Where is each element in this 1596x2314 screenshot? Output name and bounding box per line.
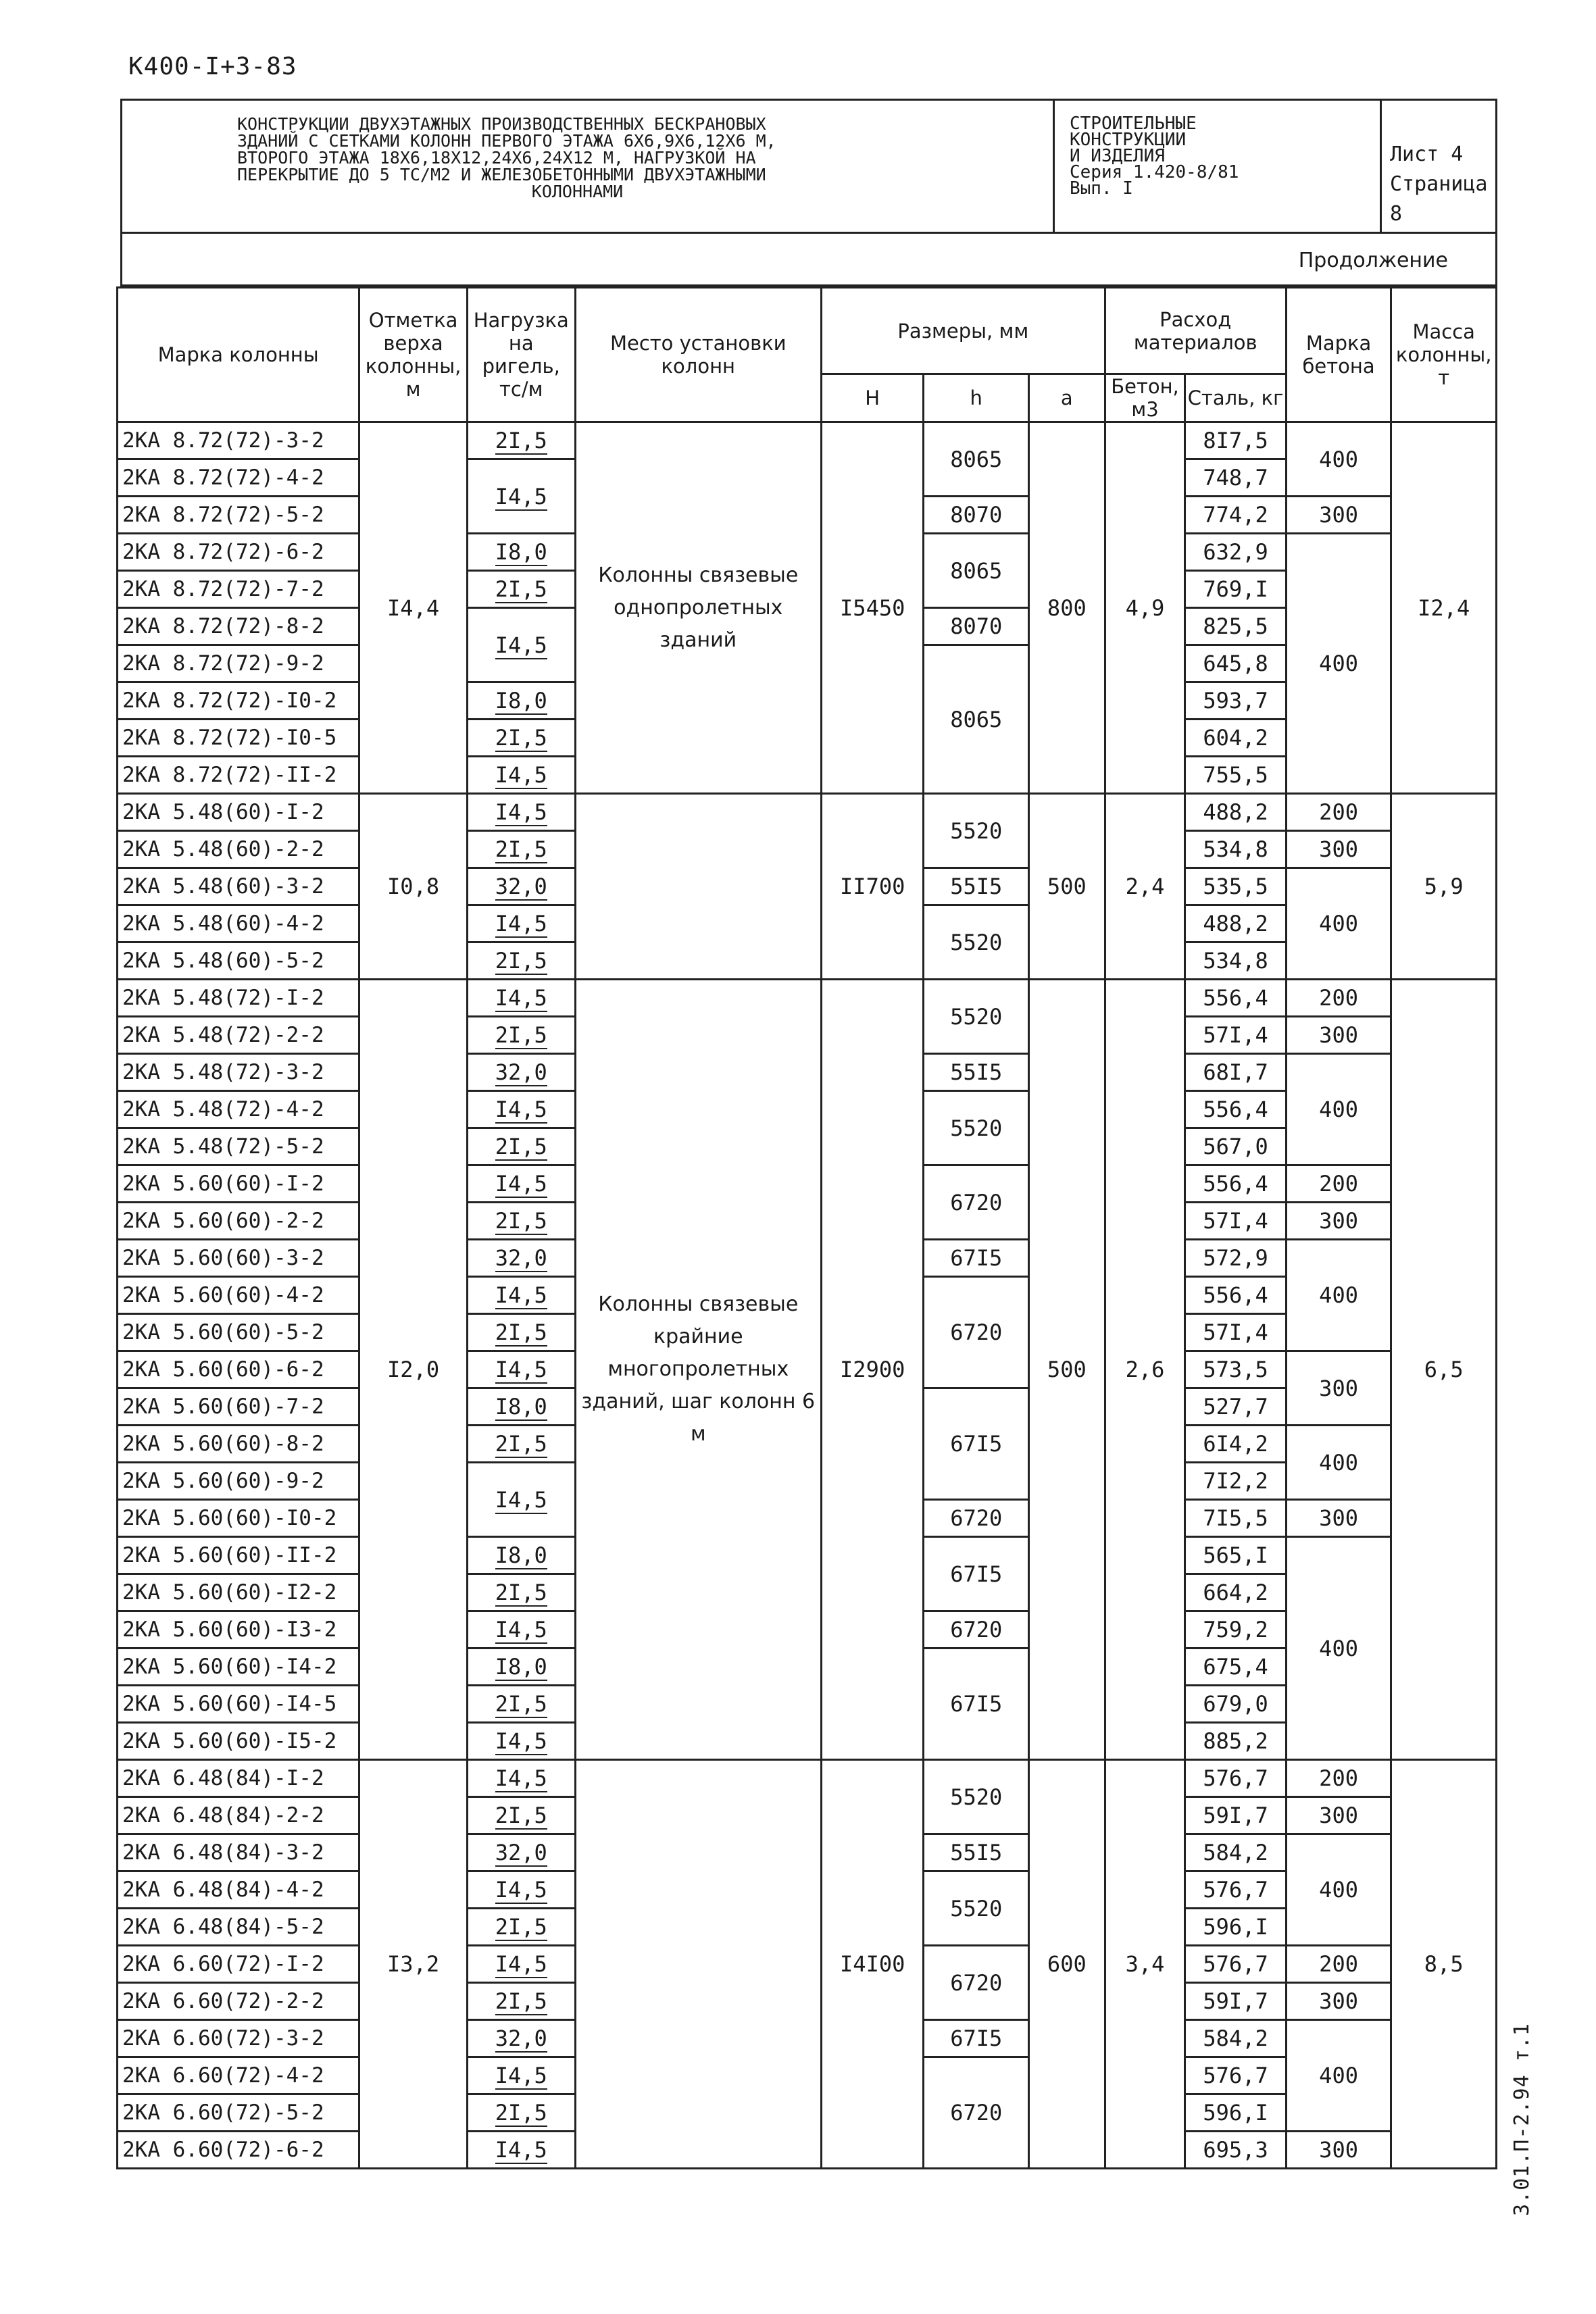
column-load [467,1871,575,1909]
column-mark: 2КА 5.48(72)-4-2 [118,1091,359,1128]
column-concrete: 2,6 [1105,980,1185,1760]
column-h: 67I5 [924,1649,1029,1760]
load-value: I8,0 [495,1654,547,1680]
load-value: 32,0 [495,2026,547,2051]
column-h: 67I5 [924,1240,1029,1277]
load-value: 2I,5 [495,1319,547,1345]
column-load [467,1165,575,1203]
column-h: 8070 [924,497,1029,534]
column-load [467,794,575,831]
column-mark: 2КА 5.60(60)-I5-2 [118,1723,359,1760]
column-concrete: 2,4 [1105,794,1185,980]
column-steel: 534,8 [1185,942,1286,980]
load-value: I8,0 [495,688,547,713]
column-mark: 2КА 6.48(84)-2-2 [118,1797,359,1834]
column-h: 5520 [924,1760,1029,1834]
column-grade: 400 [1286,422,1391,497]
column-mark: 2КА 5.60(60)-6-2 [118,1351,359,1388]
series-line: Вып. I [1070,178,1133,199]
column-mark: 2КА 8.72(72)-9-2 [118,645,359,682]
load-value: 2I,5 [495,1914,547,1940]
column-load [467,1277,575,1314]
column-load [467,1834,575,1871]
column-load [467,1463,575,1537]
column-mark: 2КА 5.48(72)-5-2 [118,1128,359,1165]
column-load [467,1983,575,2020]
column-mass: 8,5 [1391,1760,1497,2169]
column-mark: 2КА 5.60(60)-5-2 [118,1314,359,1351]
column-h: 67I5 [924,1537,1029,1611]
column-h: 67I5 [924,2020,1029,2057]
column-mark: 2КА 5.60(60)-I4-2 [118,1649,359,1686]
load-value: I4,5 [495,1486,547,1513]
continuation-label: Продолжение [1298,249,1448,272]
load-value: I4,5 [495,1171,547,1197]
title-line: ЗДАНИЙ С СЕТКАМИ КОЛОНН ПЕРВОГО ЭТАЖА 6Х6,9Х6,12Х6 М, [237,131,776,151]
column-H: II700 [821,794,923,980]
column-load [467,1686,575,1723]
column-steel: 488,2 [1185,794,1286,831]
column-top-level: I4,4 [359,422,468,794]
column-mark: 2КА 6.48(84)-I-2 [118,1760,359,1797]
column-steel: 748,7 [1185,459,1286,497]
column-load [467,534,575,571]
column-place: Колонны связевые крайние многопролетных зданий, шаг колонн 6 м [575,980,821,1760]
header-load: Нагрузка на ригель, тс/м [467,288,575,422]
column-steel: 535,5 [1185,868,1286,905]
column-concrete: 3,4 [1105,1760,1185,2169]
column-mark: 2КА 6.60(72)-I-2 [118,1946,359,1983]
column-steel: 604,2 [1185,720,1286,757]
column-steel: 596,I [1185,1909,1286,1946]
column-mark: 2КА 8.72(72)-II-2 [118,757,359,794]
column-h: 6720 [924,1611,1029,1649]
column-mass: 6,5 [1391,980,1497,1760]
column-steel: 755,5 [1185,757,1286,794]
column-mark: 2КА 8.72(72)-6-2 [118,534,359,571]
column-mark: 2КА 8.72(72)-5-2 [118,497,359,534]
column-load [467,757,575,794]
column-steel: 59I,7 [1185,1983,1286,2020]
column-steel: 675,4 [1185,1649,1286,1686]
column-mark: 2КА 5.60(60)-I-2 [118,1165,359,1203]
load-value: I4,5 [495,1765,547,1791]
column-load [467,905,575,942]
column-load [467,459,575,534]
column-steel: 596,I [1185,2094,1286,2132]
column-load [467,1946,575,1983]
column-steel: 645,8 [1185,645,1286,682]
column-H: I4I00 [821,1760,923,2169]
series-line: И ИЗДЕЛИЯ [1070,146,1165,166]
header-h: h [924,374,1029,422]
column-mark: 2КА 5.48(60)-4-2 [118,905,359,942]
column-load [467,1017,575,1054]
column-grade: 300 [1286,1983,1391,2020]
column-steel: 567,0 [1185,1128,1286,1165]
load-value: 2I,5 [495,948,547,974]
column-steel: 593,7 [1185,682,1286,720]
column-mark: 2КА 6.48(84)-4-2 [118,1871,359,1909]
header-materials: Расход материалов [1105,288,1286,374]
column-mark: 2КА 5.48(60)-3-2 [118,868,359,905]
column-steel: 576,7 [1185,2057,1286,2094]
load-value: I8,0 [495,539,547,565]
load-value: I4,5 [495,762,547,788]
table-body [118,422,1497,2169]
column-mark: 2КА 6.60(72)-5-2 [118,2094,359,2132]
load-value: I4,5 [495,1282,547,1308]
column-steel: 572,9 [1185,1240,1286,1277]
column-steel: 57I,4 [1185,1017,1286,1054]
sheet-number: Лист 4 [1390,143,1464,166]
column-load [467,2132,575,2169]
column-mark: 2КА 5.60(60)-I0-2 [118,1500,359,1537]
column-mark: 2КА 5.60(60)-2-2 [118,1203,359,1240]
column-h: 6720 [924,1500,1029,1537]
column-load [467,868,575,905]
column-grade: 200 [1286,1946,1391,1983]
column-steel: 774,2 [1185,497,1286,534]
load-value: 32,0 [495,874,547,899]
column-load [467,720,575,757]
column-h: 5520 [924,1091,1029,1165]
column-h: 5520 [924,980,1029,1054]
column-steel: 576,7 [1185,1760,1286,1797]
column-mark: 2КА 5.60(60)-7-2 [118,1388,359,1426]
column-steel: 584,2 [1185,2020,1286,2057]
header-place: Место установки колонн [575,288,821,422]
column-load [467,608,575,682]
column-mark: 2КА 5.48(72)-I-2 [118,980,359,1017]
table-header [118,288,1497,422]
header-H: Н [821,374,923,422]
column-mark: 2КА 5.60(60)-I3-2 [118,1611,359,1649]
load-value: 2I,5 [495,1022,547,1048]
column-load [467,1797,575,1834]
title-block-sheet [1382,101,1495,232]
header-mark: Марка колонны [118,288,359,422]
header-top: Отметка верха колонны, м [359,288,468,422]
column-load [467,571,575,608]
column-load [467,422,575,459]
column-load [467,1128,575,1165]
column-mark: 2КА 5.60(60)-4-2 [118,1277,359,1314]
load-value: 32,0 [495,1059,547,1085]
table-row [118,980,1497,1017]
column-place [575,794,821,980]
column-load [467,682,575,720]
load-value: 2I,5 [495,1691,547,1717]
column-steel: 556,4 [1185,980,1286,1017]
column-mark: 2КА 5.48(72)-3-2 [118,1054,359,1091]
column-steel: 573,5 [1185,1351,1286,1388]
column-steel: 576,7 [1185,1946,1286,1983]
column-mark: 2КА 5.48(60)-2-2 [118,831,359,868]
column-grade: 400 [1286,1054,1391,1165]
column-a: 500 [1029,794,1105,980]
load-value: 2I,5 [495,725,547,751]
load-value: 2I,5 [495,1208,547,1234]
column-concrete: 4,9 [1105,422,1185,794]
column-steel: 556,4 [1185,1165,1286,1203]
column-steel: 576,7 [1185,1871,1286,1909]
column-mark: 2КА 6.60(72)-4-2 [118,2057,359,2094]
column-load [467,942,575,980]
column-steel: 527,7 [1185,1388,1286,1426]
column-h: 6720 [924,1277,1029,1388]
column-load [467,1611,575,1649]
column-grade: 400 [1286,868,1391,980]
load-value: 2I,5 [495,576,547,602]
column-mark: 2КА 5.60(60)-8-2 [118,1426,359,1463]
header-steel: Сталь, кг [1185,374,1286,422]
load-value: 2I,5 [495,1580,547,1605]
column-grade: 300 [1286,1017,1391,1054]
column-mark: 2КА 6.60(72)-3-2 [118,2020,359,2057]
column-steel: 556,4 [1185,1277,1286,1314]
column-steel: 825,5 [1185,608,1286,645]
column-mark: 2КА 8.72(72)-4-2 [118,459,359,497]
load-value: 2I,5 [495,1988,547,2014]
load-value: 2I,5 [495,1134,547,1159]
header-grade: Марка бетона [1286,288,1391,422]
column-grade: 200 [1286,794,1391,831]
column-steel: 534,8 [1185,831,1286,868]
title-block-series [1055,101,1382,232]
column-grade: 300 [1286,1500,1391,1537]
column-load [467,1240,575,1277]
column-load [467,1649,575,1686]
column-place: Колонны связевые однопролетных зданий [575,422,821,794]
column-steel: 57I,4 [1185,1203,1286,1240]
column-steel: 565,I [1185,1537,1286,1574]
column-a: 800 [1029,422,1105,794]
title-block-title [122,101,1055,232]
column-steel: 8I7,5 [1185,422,1286,459]
column-mark: 2КА 6.60(72)-6-2 [118,2132,359,2169]
column-H: I5450 [821,422,923,794]
column-top-level: I2,0 [359,980,468,1760]
column-mark: 2КА 6.48(84)-5-2 [118,1909,359,1946]
column-mark: 2КА 5.60(60)-I2-2 [118,1574,359,1611]
column-grade: 300 [1286,2132,1391,2169]
column-h: 8065 [924,645,1029,794]
table-row [118,422,1497,459]
column-mark: 2КА 8.72(72)-7-2 [118,571,359,608]
column-load [467,980,575,1017]
load-value: I8,0 [495,1394,547,1419]
column-mark: 2КА 5.60(60)-II-2 [118,1537,359,1574]
column-grade: 200 [1286,1165,1391,1203]
column-steel: 488,2 [1185,905,1286,942]
column-steel: 6I4,2 [1185,1426,1286,1463]
table-row [118,1760,1497,1797]
column-a: 600 [1029,1760,1105,2169]
column-h: 6720 [924,2057,1029,2169]
column-h: 6720 [924,1165,1029,1240]
column-grade: 300 [1286,1203,1391,1240]
column-load [467,831,575,868]
load-value: I4,5 [495,1877,547,1903]
column-grade: 400 [1286,534,1391,794]
column-mark: 2КА 5.48(72)-2-2 [118,1017,359,1054]
column-mark: 2КА 5.48(60)-I-2 [118,794,359,831]
column-h: 67I5 [924,1388,1029,1500]
load-value: I4,5 [495,1357,547,1382]
title-line: ВТОРОГО ЭТАЖА 18Х6,18Х12,24Х6,24Х12 М, НАГРУЗКОЙ НА [237,148,756,168]
column-steel: 885,2 [1185,1723,1286,1760]
column-load [467,1351,575,1388]
column-grade: 200 [1286,980,1391,1017]
title-line: ПЕРЕКРЫТИЕ ДО 5 ТС/М2 И ЖЕЛЕЗОБЕТОННЫМИ ДВУХЭТАЖНЫМИ [237,165,766,184]
column-steel: 57I,4 [1185,1314,1286,1351]
column-load [467,1426,575,1463]
load-value: 2I,5 [495,2100,547,2126]
load-value: I4,5 [495,2063,547,2088]
continuation-row [120,234,1497,286]
column-grade: 400 [1286,1834,1391,1946]
load-value: 2I,5 [495,836,547,862]
column-grade: 400 [1286,1426,1391,1500]
column-load [467,1723,575,1760]
column-steel: 695,3 [1185,2132,1286,2169]
column-steel: 759,2 [1185,1611,1286,1649]
column-h: 5520 [924,905,1029,980]
column-a: 500 [1029,980,1105,1760]
column-grade: 300 [1286,497,1391,534]
series-line: КОНСТРУКЦИИ [1070,130,1187,150]
column-mark: 2КА 8.72(72)-I0-2 [118,682,359,720]
column-h: 6720 [924,1946,1029,2020]
title-line: КОНСТРУКЦИИ ДВУХЭТАЖНЫХ ПРОИЗВОДСТВЕННЫХ БЕСКРАНОВЫХ [237,114,766,134]
column-h: 5520 [924,794,1029,868]
column-load [467,1054,575,1091]
column-mark: 2КА 6.60(72)-2-2 [118,1983,359,2020]
column-load [467,1091,575,1128]
column-steel: 632,9 [1185,534,1286,571]
column-grade: 400 [1286,1537,1391,1760]
column-load [467,1574,575,1611]
document-code: К400-I+3-83 [128,53,297,80]
column-load [467,2020,575,2057]
page-number: Страница 8 [1390,172,1488,226]
column-steel: 584,2 [1185,1834,1286,1871]
column-grade: 200 [1286,1760,1391,1797]
column-load [467,1537,575,1574]
series-line: СТРОИТЕЛЬНЫЕ [1070,114,1197,134]
header-dims: Размеры, мм [821,288,1105,374]
column-h: 55I5 [924,868,1029,905]
column-mass: 5,9 [1391,794,1497,980]
column-steel: 7I2,2 [1185,1463,1286,1500]
column-h: 55I5 [924,1834,1029,1871]
load-value: 32,0 [495,1245,547,1271]
load-value: I4,5 [495,632,547,658]
column-h: 8065 [924,534,1029,608]
title-block [120,99,1497,234]
load-value: I4,5 [495,911,547,936]
load-value: I4,5 [495,799,547,825]
column-h: 55I5 [924,1054,1029,1091]
column-load [467,1203,575,1240]
table-row [118,794,1497,831]
column-grade: 400 [1286,2020,1391,2132]
column-grade: 300 [1286,1351,1391,1426]
column-steel: 769,I [1185,571,1286,608]
column-load [467,1760,575,1797]
column-steel: 59I,7 [1185,1797,1286,1834]
column-steel: 68I,7 [1185,1054,1286,1091]
header-concrete: Бетон, м3 [1105,374,1185,422]
column-load [467,2057,575,2094]
column-mass: I2,4 [1391,422,1497,794]
load-value: 32,0 [495,1840,547,1865]
column-load [467,1388,575,1426]
columns-table [116,286,1497,2169]
column-mark: 2КА 5.48(60)-5-2 [118,942,359,980]
header-a: а [1029,374,1105,422]
load-value: I4,5 [495,1728,547,1754]
load-value: I4,5 [495,483,547,509]
column-top-level: I0,8 [359,794,468,980]
column-mark: 2КА 8.72(72)-I0-5 [118,720,359,757]
column-load [467,2094,575,2132]
title-line: КОЛОННАМИ [531,182,624,201]
load-value: 2I,5 [495,428,547,453]
column-steel: 664,2 [1185,1574,1286,1611]
header-mass: Масса колонны, т [1391,288,1497,422]
column-grade: 300 [1286,1797,1391,1834]
column-grade: 400 [1286,1240,1391,1351]
load-value: 2I,5 [495,1431,547,1457]
column-mark: 2КА 8.72(72)-3-2 [118,422,359,459]
load-value: I4,5 [495,1951,547,1977]
column-mark: 2КА 6.48(84)-3-2 [118,1834,359,1871]
series-line: Серия 1.420-8/81 [1070,162,1239,182]
load-value: I4,5 [495,1097,547,1122]
column-steel: 679,0 [1185,1686,1286,1723]
column-steel: 556,4 [1185,1091,1286,1128]
column-h: 8065 [924,422,1029,497]
load-value: 2I,5 [495,1803,547,1828]
column-top-level: I3,2 [359,1760,468,2169]
column-load [467,1909,575,1946]
column-mark: 2КА 5.60(60)-9-2 [118,1463,359,1500]
column-place [575,1760,821,2169]
side-code: 3.01.П-2.94 т.1 [1510,2023,1534,2216]
column-load [467,1314,575,1351]
load-value: I4,5 [495,1617,547,1642]
column-grade: 300 [1286,831,1391,868]
column-mark: 2КА 5.60(60)-3-2 [118,1240,359,1277]
load-value: I8,0 [495,1542,547,1568]
load-value: I4,5 [495,2137,547,2163]
column-h: 5520 [924,1871,1029,1946]
load-value: I4,5 [495,985,547,1011]
column-steel: 7I5,5 [1185,1500,1286,1537]
column-H: I2900 [821,980,923,1760]
column-h: 8070 [924,608,1029,645]
column-mark: 2КА 8.72(72)-8-2 [118,608,359,645]
column-mark: 2КА 5.60(60)-I4-5 [118,1686,359,1723]
